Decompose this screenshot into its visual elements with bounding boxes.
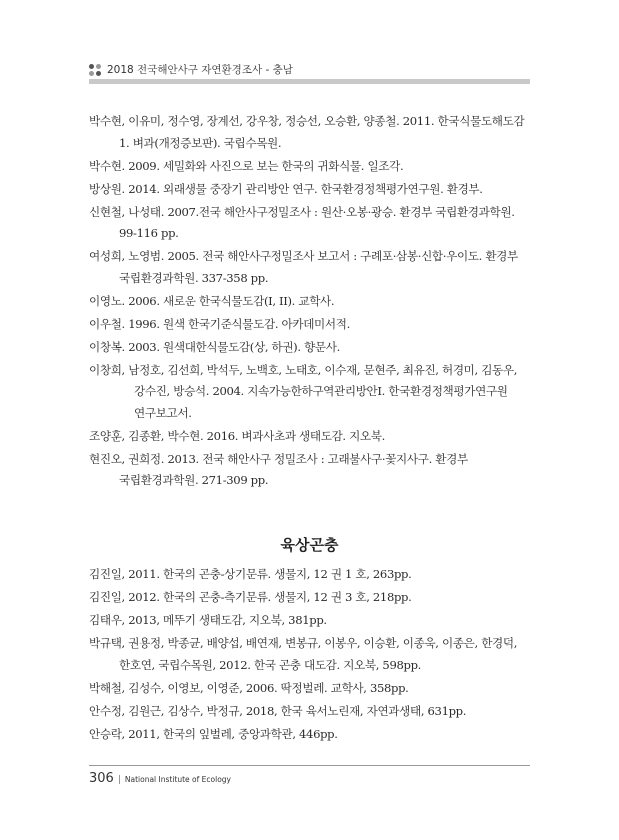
reference-item: 박해철, 김성수, 이영보, 이영준, 2006. 딱정벌레. 교학사, 358pp. — [89, 680, 409, 695]
page-number: 306 — [89, 771, 114, 786]
reference-item: 안승락, 2011, 한국의 잎벌레, 중앙과학관, 446pp. — [89, 726, 338, 741]
reference-item: 김진일, 2011. 한국의 곤충-상기문류. 생물지, 12 권 1 호, 263pp. — [89, 567, 412, 581]
reference-item: 방상원. 2014. 외래생물 중장기 관리방안 연구. 한국환경정책평가연구원. 환경부. — [89, 181, 483, 196]
reference-item: 신현철, 나성태. 2007.전국 해안사구정밀조사 : 원산·오봉·광승. 환경부 국립환경과학원. 99-116 pp. — [89, 204, 515, 240]
reference-item: 박규택, 권용정, 박종균, 배양섭, 배연재, 변봉규, 이봉우, 이승환, 이종욱, 이종은, 한경덕, 한호연, 국립수목원, 2012. 한국 곤충 대도감. 지오북, 598pp. — [89, 636, 518, 672]
reference-list-plants — [89, 111, 535, 493]
header-dots-icon — [89, 64, 101, 76]
reference-item: 박수현. 2009. 세밀화와 사진으로 보는 한국의 귀화식물. 일조각. — [89, 158, 404, 173]
reference-list-insects — [89, 564, 535, 747]
running-header — [89, 62, 293, 77]
reference-item: 박수현, 이유미, 정수영, 장계선, 강우창, 정승선, 오승환, 양종철. 2011. 한국식물도해도감 1. 벼과(개정증보판). 국립수목원. — [89, 114, 525, 150]
reference-item: 여성희, 노영범. 2005. 전국 해안사구정밀조사 보고서 : 구례포·삼봉·신합·우이도. 환경부 국립환경과학원. 337-358 pp. — [89, 249, 518, 285]
reference-item: 이창희, 남정호, 김선희, 박석두, 노백호, 노태호, 이수재, 문현주, 최유진, 허경미, 김동우, 강수진, 방승석. 2004. 지속가능한하구역관리방안Ⅰ. 한국환경정책평가연구원 연구보고서. — [89, 362, 518, 420]
reference-item: 이영노. 2006. 새로운 한국식물도감(I, II). 교학사. — [89, 293, 335, 308]
reference-item: 안수정, 김원근, 김상수, 박정규, 2018, 한국 육서노린재, 자연과생태, 631pp. — [89, 703, 467, 718]
section-title: 육상곤충 — [280, 536, 339, 554]
header-rule — [89, 79, 530, 84]
reference-item: 김태우, 2013, 메뚜기 생태도감, 지오북, 381pp. — [89, 613, 327, 627]
header-title: 2018 전국해안사구 자연환경조사 - 충남 — [107, 64, 293, 76]
reference-item: 이창복. 2003. 원색대한식물도감(상, 하권). 향문사. — [89, 339, 340, 354]
footer-separator: | — [117, 775, 121, 785]
reference-item: 조양훈, 김종환, 박수현. 2016. 벼과사초과 생태도감. 지오북. — [89, 428, 385, 443]
reference-item: 현진오, 권희정. 2013. 전국 해안사구 정밀조사 : 고래불사구·꽃지사구. 환경부 국립환경과학원. 271-309 pp. — [89, 451, 468, 487]
reference-item: 김진일, 2012. 한국의 곤충-측기문류. 생물지, 12 권 3 호, 218pp. — [89, 590, 412, 604]
reference-item: 이우철. 1996. 원색 한국기준식물도감. 아카데미서적. — [89, 316, 350, 331]
footer-rule — [89, 765, 530, 766]
page-footer — [89, 771, 231, 786]
institute-name: National Institute of Ecology — [124, 775, 231, 784]
